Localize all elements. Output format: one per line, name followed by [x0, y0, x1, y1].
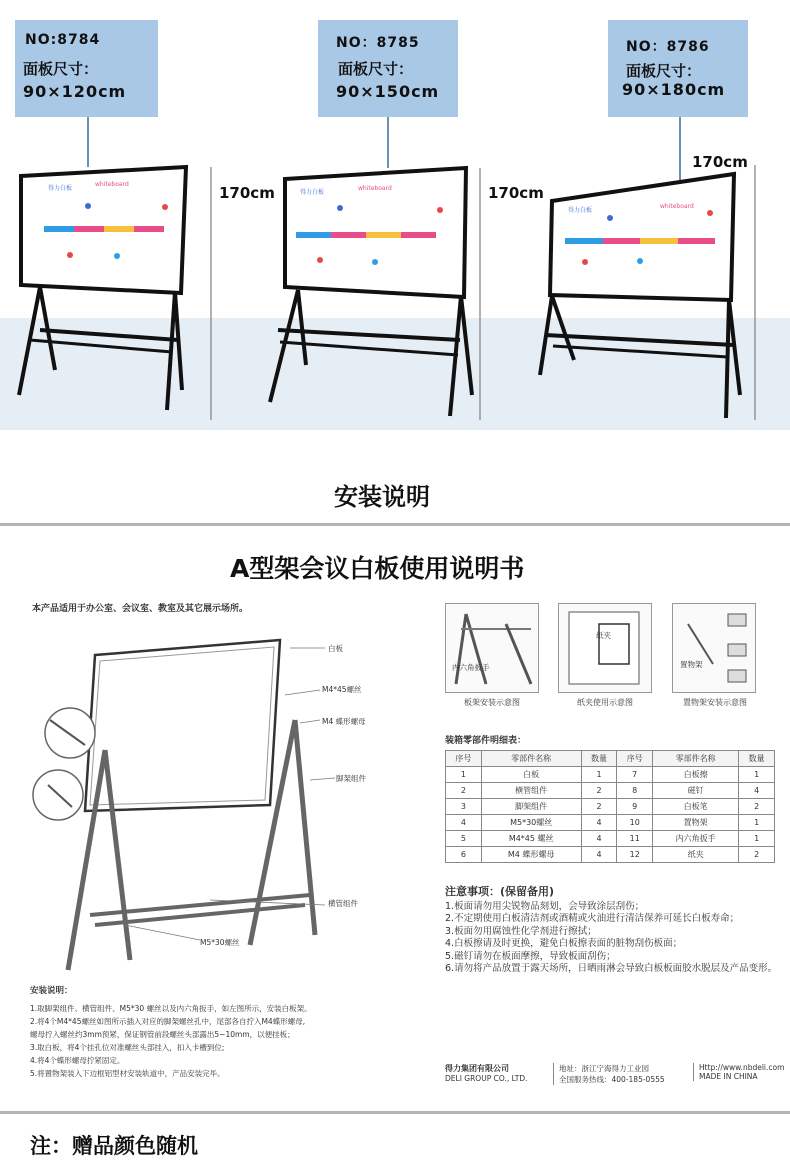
website-url: Http://www.nbdeli.com [699, 1063, 785, 1072]
table-cell: 10 [617, 815, 653, 831]
table-cell: 2 [581, 783, 617, 799]
table-cell: M4 蝶形螺母 [481, 847, 581, 863]
board-title-2: 得力白板 [300, 189, 325, 196]
callout-crossbar-component: 横管组件 [328, 899, 358, 908]
table-cell: 4 [739, 783, 775, 799]
install-step: 4.将4个蝶形螺母拧紧固定。 [30, 1056, 125, 1065]
table-cell: 5 [446, 831, 482, 847]
precautions [445, 886, 780, 976]
table-cell: 4 [581, 847, 617, 863]
panel-size-label: 面板尺寸： [23, 60, 99, 78]
table-cell: 8 [617, 783, 653, 799]
table-row [446, 815, 775, 831]
footer-web [693, 1063, 790, 1081]
notes-title: 注意事项：(保留备用) [445, 885, 555, 898]
board-item-3: whiteboard [660, 203, 694, 210]
table-cell: 2 [581, 799, 617, 815]
thumb-label-hex-wrench: 内六角扳手 [452, 663, 490, 672]
table-cell: 1 [581, 767, 617, 783]
table-cell: 内六角扳手 [653, 831, 739, 847]
table-cell: 2 [739, 847, 775, 863]
bottom-note: 注：赠品颜色随机 [30, 1134, 198, 1158]
company-name-en: DELI GROUP CO., LTD. [445, 1074, 528, 1083]
install-step: 1.取脚架组件、横管组件、M5*30 螺丝以及内六角扳手，如左图所示，安装白板架。 [30, 1004, 312, 1013]
table-cell: 1 [739, 815, 775, 831]
panel-size-label: 面板尺寸： [626, 62, 702, 80]
table-cell: 4 [581, 831, 617, 847]
product-number: NO：8786 [626, 39, 710, 55]
table-row [446, 847, 775, 863]
table-cell: 白板笔 [653, 799, 739, 815]
panel-size-value: 90×150cm [336, 82, 440, 101]
panel-size-value: 90×120cm [23, 82, 127, 101]
table-cell: 白板擦 [653, 767, 739, 783]
note-item: 4.白板擦请及时更换，避免白板擦表面的脏物刮伤板面； [445, 938, 683, 949]
table-cell: 2 [739, 799, 775, 815]
panel-size-label: 面板尺寸： [338, 60, 414, 78]
callout-m5-30-screw: M5*30螺丝 [200, 938, 240, 947]
install-step: 螺母拧入螺丝约3mm预紧，保证钢管前段螺丝头部露出5~10mm，以便挂板； [30, 1030, 295, 1039]
table-row [446, 783, 775, 799]
note-item: 3.板面勿用腐蚀性化学剂进行擦拭； [445, 925, 597, 937]
install-title: 安装说明： [30, 986, 73, 996]
board-item-2: whiteboard [358, 185, 392, 192]
table-cell: 2 [446, 783, 482, 799]
table-cell: M4*45 螺丝 [481, 831, 581, 847]
table-cell: 12 [617, 847, 653, 863]
footer-company [445, 1063, 545, 1083]
section-divider-top [0, 523, 790, 526]
table-row [446, 799, 775, 815]
callout-leg-component: 脚架组件 [336, 774, 366, 783]
table-cell: 白板 [481, 767, 581, 783]
callout-m4-wing-nut: M4 蝶形螺母 [322, 717, 366, 726]
manual-title: A型架会议白板使用说明书 [230, 554, 525, 583]
product-number: NO：8785 [336, 35, 420, 51]
table-cell: 磁钉 [653, 783, 739, 799]
install-section-title: 安装说明 [334, 483, 430, 511]
height-label-1: 170cm [219, 184, 275, 202]
thumb-caption-clip: 纸夹使用示意图 [577, 698, 633, 707]
assembly-diagram [30, 615, 410, 985]
note-item: 1.板面请勿用尖锐物品刻划，会导致涂层刮伤； [445, 900, 645, 912]
manual-intro: 本产品适用于办公室、会议室、教室及其它展示场所。 [32, 604, 249, 614]
col-header: 序号 [446, 751, 482, 767]
install-steps [30, 985, 400, 1080]
parts-table-title: 装箱零部件明细表： [445, 736, 527, 746]
table-cell: 置物架 [653, 815, 739, 831]
table-cell: 4 [446, 815, 482, 831]
board-title-1: 得力白板 [48, 185, 73, 192]
section-divider-bottom [0, 1111, 790, 1114]
height-label-2: 170cm [488, 184, 544, 202]
board-8784 [19, 167, 186, 410]
thumb-label-tray: 置物架 [680, 660, 703, 669]
made-in: MADE IN CHINA [699, 1072, 758, 1081]
table-cell: 脚架组件 [481, 799, 581, 815]
company-name-cn: 得力集团有限公司 [445, 1064, 509, 1073]
col-header: 零部件名称 [653, 751, 739, 767]
table-row [446, 767, 775, 783]
col-header: 数量 [739, 751, 775, 767]
table-cell: 11 [617, 831, 653, 847]
board-item-1: whiteboard [95, 181, 129, 188]
table-cell: 4 [581, 815, 617, 831]
callout-whiteboard: 白板 [328, 644, 343, 653]
table-cell: 7 [617, 767, 653, 783]
whiteboard-illustrations [0, 0, 790, 440]
hotline: 全国服务热线：400-185-0555 [559, 1075, 665, 1084]
address: 地址：浙江宁海得力工业园 [559, 1064, 649, 1073]
thumb-caption-tray: 置物架安装示意图 [683, 698, 747, 707]
thumb-caption-frame: 板架安装示意图 [464, 698, 520, 707]
board-8785 [270, 168, 472, 416]
install-step: 2.将4个M4*45螺丝如图所示插入对应的脚架螺丝孔中，尾部各自拧入M4蝶形螺母, [30, 1017, 306, 1026]
note-item: 2.不定期使用白板清洁剂或酒精或火油进行清洁保养可延长白板寿命； [445, 913, 740, 924]
table-cell: 1 [446, 767, 482, 783]
thumb-label-clip: 纸夹 [596, 631, 611, 640]
board-title-3: 得力白板 [568, 207, 593, 214]
table-cell: 纸夹 [653, 847, 739, 863]
col-header: 零部件名称 [481, 751, 581, 767]
thumb-paper-clip [558, 603, 652, 693]
col-header: 数量 [581, 751, 617, 767]
parts-table [445, 750, 775, 863]
note-item: 5.磁钉请勿在板面摩擦，导致板面刮伤； [445, 950, 616, 962]
table-cell: 9 [617, 799, 653, 815]
table-cell: 6 [446, 847, 482, 863]
thumb-tray [672, 603, 756, 693]
col-header: 序号 [617, 751, 653, 767]
callout-m4-45-screw: M4*45螺丝 [322, 685, 362, 694]
table-cell: 3 [446, 799, 482, 815]
height-label-3: 170cm [692, 153, 748, 171]
footer-address [553, 1063, 689, 1085]
table-cell: M5*30螺丝 [481, 815, 581, 831]
table-cell: 横管组件 [481, 783, 581, 799]
note-item: 6.请勿将产品放置于露天场所，日晒雨淋会导致白板板面胶水脱层及产品变形。 [445, 963, 778, 974]
thumb-frame-assembly [445, 603, 539, 693]
table-row [446, 831, 775, 847]
table-cell: 1 [739, 767, 775, 783]
install-step: 5.将置物架装入下边框铝型材安装轨道中，产品安装完毕。 [30, 1069, 225, 1078]
panel-size-value: 90×180cm [622, 80, 726, 99]
install-step: 3.取白板，将4个挂孔位对准螺丝头部挂入，扣入卡槽到位; [30, 1043, 225, 1052]
product-number: NO:8784 [25, 32, 101, 48]
table-cell: 1 [739, 831, 775, 847]
